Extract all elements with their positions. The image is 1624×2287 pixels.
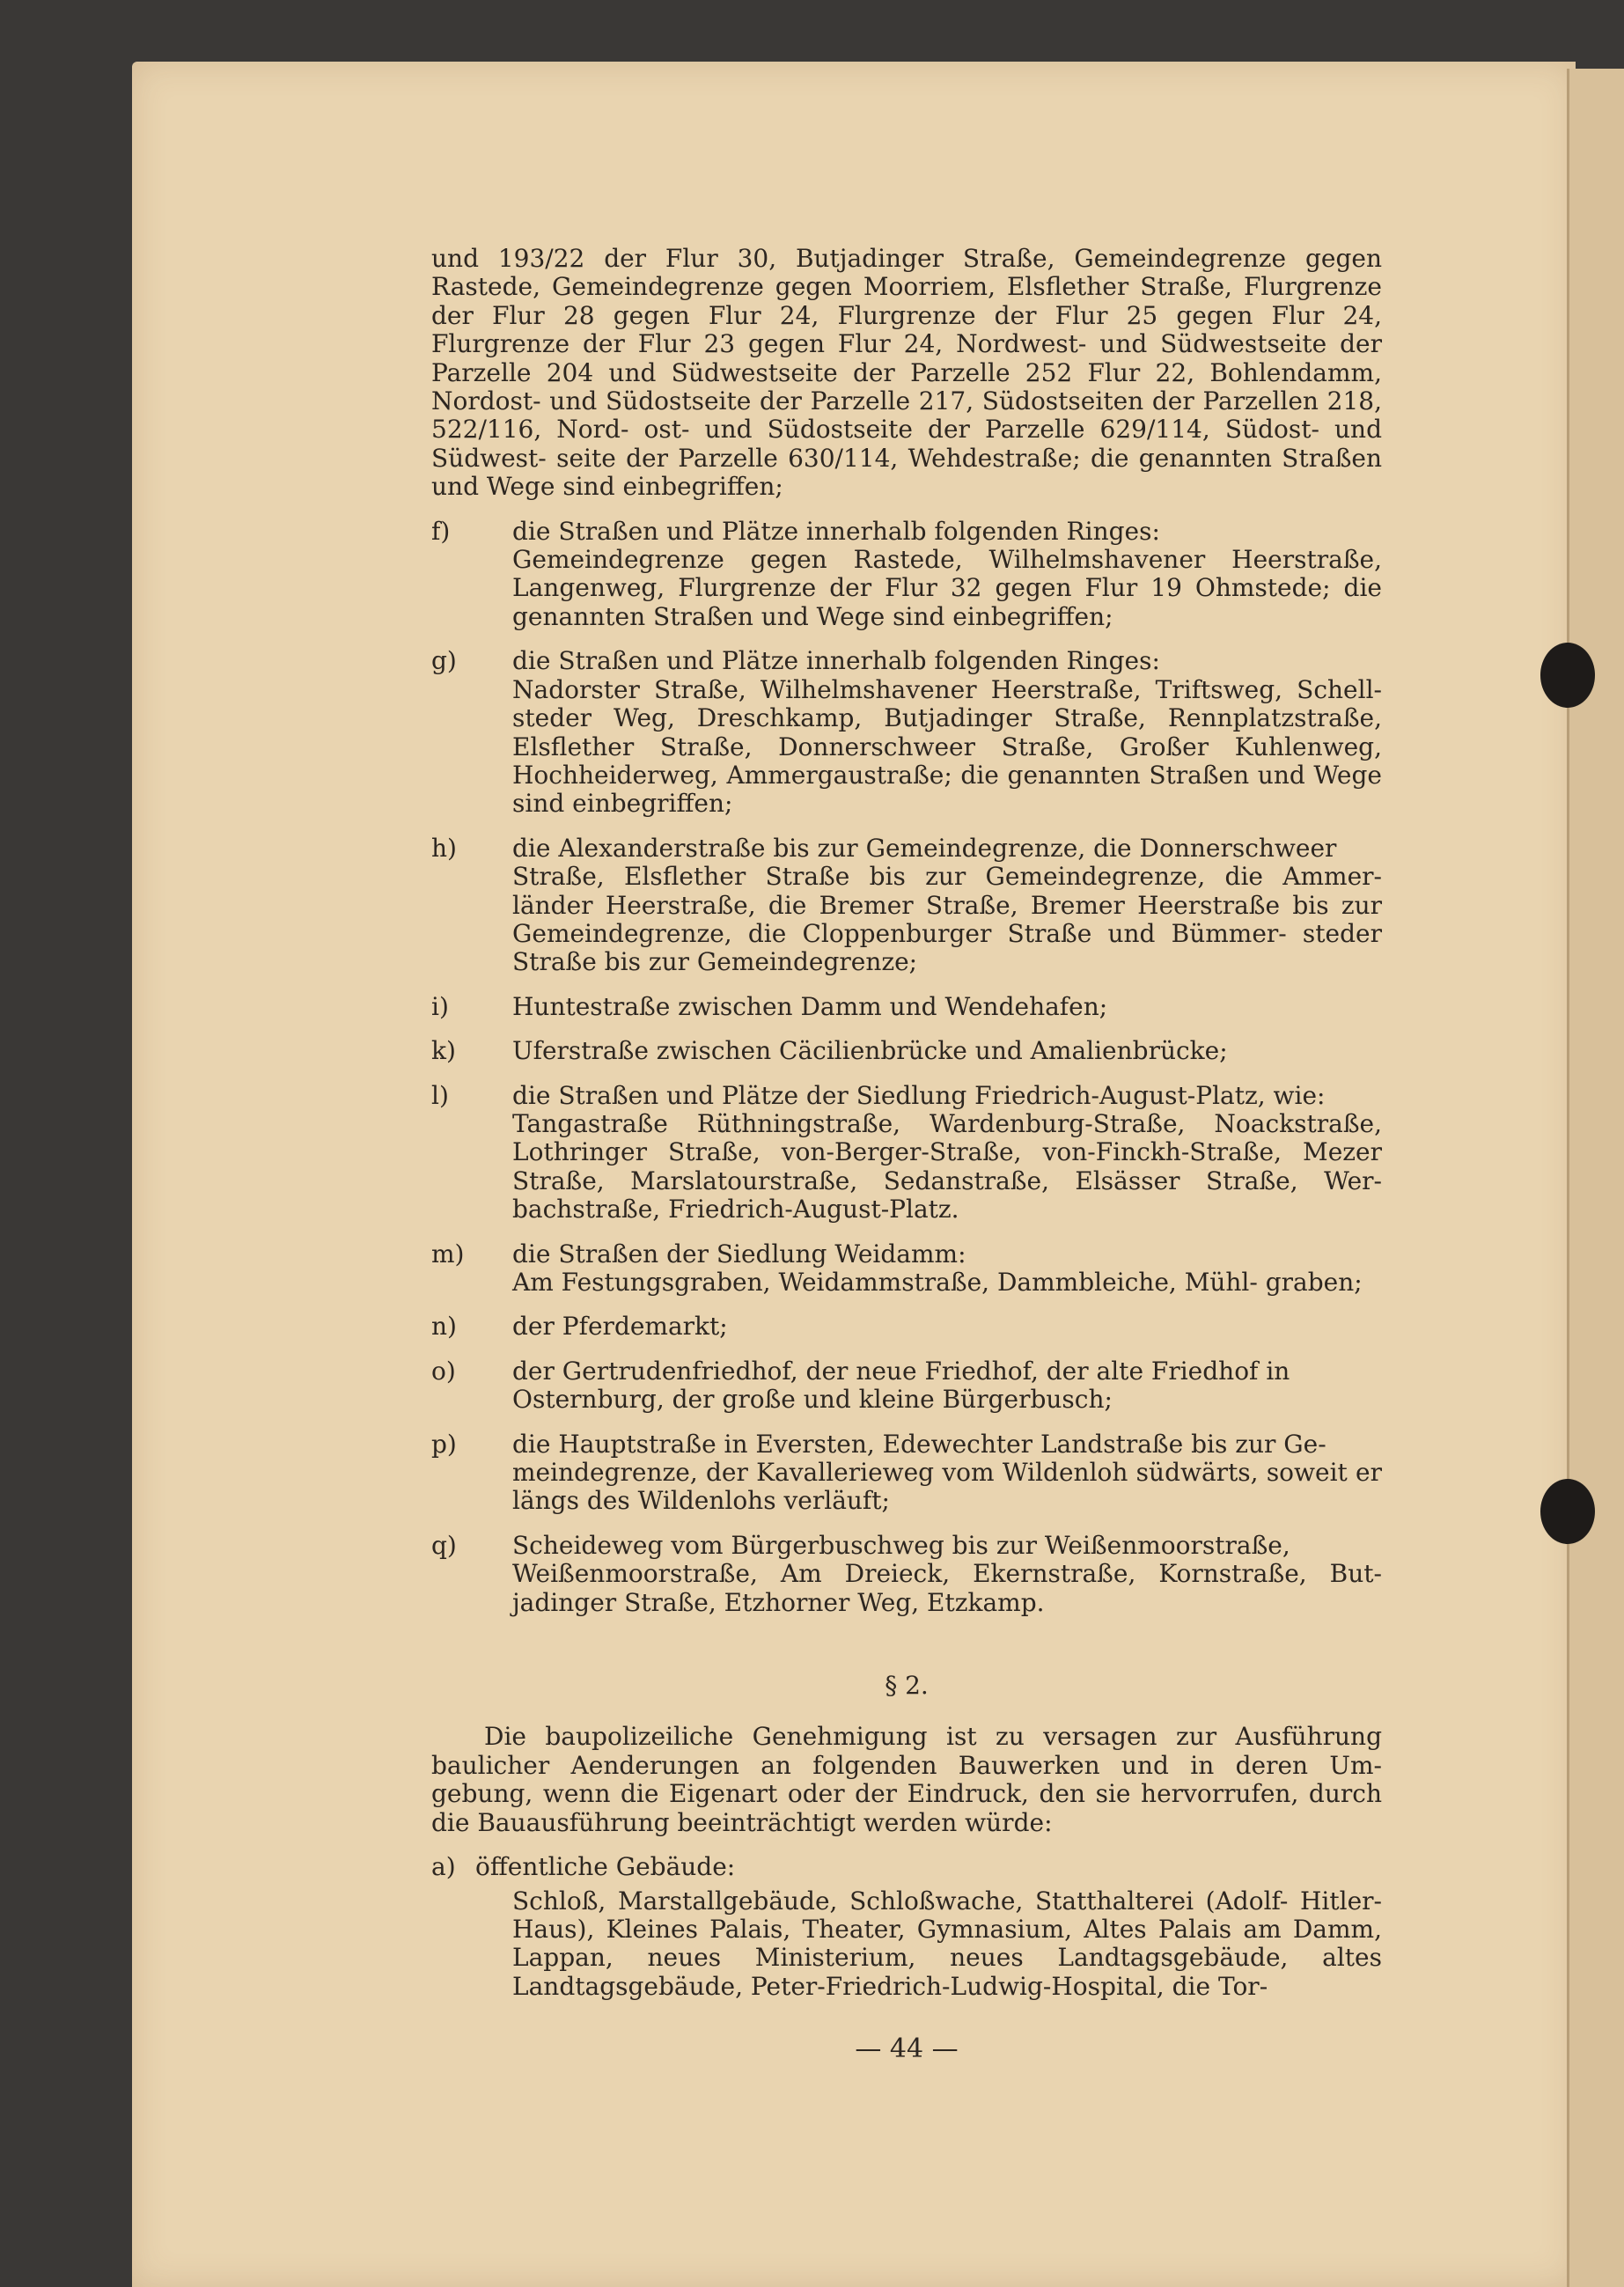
item-label: q): [431, 1530, 457, 1560]
page-number: — 44 —: [855, 2033, 959, 2064]
item-label: g): [431, 646, 457, 676]
section-paragraph: Die baupolizeiliche Genehmigung ist zu versagen zur Ausführung baulicher Aenderungen an folgenden Bauwerken und in deren Um- gebung, wenn die Eigenart oder der Eindruck, den sie hervorrufen, durch die Bauausführung beeinträchtigt werden würde:: [431, 1722, 1382, 1837]
item-head: die Straßen und Plätze innerhalb folgenden Ringes:: [512, 646, 1160, 676]
item-label: p): [431, 1429, 457, 1459]
item-body: meindegrenze, der Kavallerieweg vom Wildenloh südwärts, soweit er längs des Wildenlohs verläuft;: [512, 1458, 1382, 1516]
item-body: Osternburg, der große und kleine Bürgerbusch;: [512, 1385, 1113, 1415]
list-item: [431, 1357, 1382, 1415]
item-head: die Hauptstraße in Eversten, Edewechter Landstraße bis zur Ge-: [512, 1429, 1326, 1459]
item-label: o): [431, 1356, 456, 1386]
item-label: i): [431, 991, 449, 1021]
item-head: Scheideweg vom Bürgerbuschweg bis zur Weißenmoorstraße,: [512, 1530, 1290, 1560]
list-item: [431, 518, 1382, 632]
next-page-edge: [1567, 69, 1624, 2287]
item-head: Huntestraße zwischen Damm und Wendehafen;: [512, 991, 1108, 1021]
item-label: h): [431, 833, 457, 863]
list-item: [431, 1853, 1382, 2001]
continuation-paragraph: und 193/22 der Flur 30, Butjadinger Straße, Gemeindegrenze gegen Rastede, Gemeindegrenze gegen Moorriem, Elsflether Straße, Flurgrenze der Flur 28 gegen Flur 24, Flurgrenze der Flur 25 gegen Flur 24, Flurgrenze der Flur 23 gegen Flur 24, Nordwest- und Südwestseite der Parzelle 204 und Südwestseite der Parzelle 252 Flur 22, Bohlendamm, Nordost- und Südostseite der Parzelle 217, Südostseiten der Parzellen 218, 522/116, Nord- ost- und Südostseite der Parzelle 629/114, Südost- und Südwest- seite der Parzelle 630/114, Wehdestraße; die genannten Straßen und Wege sind einbegriffen;: [431, 244, 1382, 502]
list-item: [431, 835, 1382, 977]
list-item: [431, 1430, 1382, 1516]
document-body: [431, 245, 1382, 2001]
item-body: Gemeindegrenze gegen Rastede, Wilhelmshavener Heerstraße, Langenweg, Flurgrenze der Flur 32 gegen Flur 19 Ohmstede; die genannten Straßen und Wege sind einbegriffen;: [512, 545, 1382, 631]
item-body: Tangastraße Rüthningstraße, Wardenburg-Straße, Noackstraße, Lothringer Straße, von-Berger-Straße, von-Finckh-Straße, Mezer Straße, Marslatourstraße, Sedanstraße, Elsässer Straße, Wer- bachstraße, Friedrich-August-Platz.: [512, 1108, 1382, 1224]
item-body: Schloß, Marstallgebäude, Schloßwache, Statthalterei (Adolf- Hitler-Haus), Kleines Palais, Theater, Gymnasium, Altes Palais am Damm, Lappan, neues Ministerium, neues Landtagsgebäude, altes Landtagsgebäude, Peter-Friedrich-Ludwig-Hospital, die Tor-: [512, 1886, 1382, 2001]
punch-hole-top: [1540, 643, 1595, 708]
item-head: der Pferdemarkt;: [512, 1312, 728, 1342]
item-head: die Straßen der Siedlung Weidamm:: [512, 1239, 966, 1269]
item-head: öffentliche Gebäude:: [475, 1852, 736, 1882]
item-body: Weißenmoorstraße, Am Dreieck, Ekernstraße, Kornstraße, But- jadinger Straße, Etzhorner Weg, Etzkamp.: [512, 1559, 1382, 1617]
item-label: l): [431, 1080, 449, 1110]
list-item: [431, 1313, 1382, 1341]
item-head: die Straßen und Plätze der Siedlung Friedrich-August-Platz, wie:: [512, 1080, 1326, 1110]
item-label: a): [431, 1852, 456, 1882]
list-item: [431, 1532, 1382, 1617]
item-head: Uferstraße zwischen Cäcilienbrücke und Amalienbrücke;: [512, 1036, 1228, 1066]
list-item: [431, 1037, 1382, 1065]
item-body: Nadorster Straße, Wilhelmshavener Heerstraße, Triftsweg, Schell- steder Weg, Dreschkamp, Butjadinger Straße, Rennplatzstraße, Elsflether Straße, Donnerschweer Straße, Großer Kuhlenweg, Hochheiderweg, Ammergaustraße; die genannten Straßen und Wege sind einbegriffen;: [512, 674, 1382, 819]
item-head: die Alexanderstraße bis zur Gemeindegrenze, die Donnerschweer: [512, 833, 1337, 863]
section-title: § 2.: [885, 1671, 929, 1701]
list-item: [431, 1082, 1382, 1224]
list-item: [431, 1240, 1382, 1298]
item-body: Straße, Elsflether Straße bis zur Gemeindegrenze, die Ammer- länder Heerstraße, die Bremer Straße, Bremer Heerstraße bis zur Gemeindegrenze, die Cloppenburger Straße und Bümmer- steder Straße bis zur Gemeindegrenze;: [512, 862, 1382, 977]
item-head: die Straßen und Plätze innerhalb folgenden Ringes:: [512, 516, 1160, 546]
item-label: m): [431, 1239, 465, 1269]
item-label: n): [431, 1312, 457, 1342]
item-body: Am Festungsgraben, Weidammstraße, Dammbleiche, Mühl- graben;: [512, 1268, 1363, 1297]
list-item: [431, 993, 1382, 1021]
item-head: der Gertrudenfriedhof, der neue Friedhof, der alte Friedhof in: [512, 1356, 1290, 1386]
punch-hole-bottom: [1540, 1479, 1595, 1544]
item-label: f): [431, 516, 451, 546]
list-item: [431, 647, 1382, 818]
item-label: k): [431, 1036, 456, 1066]
